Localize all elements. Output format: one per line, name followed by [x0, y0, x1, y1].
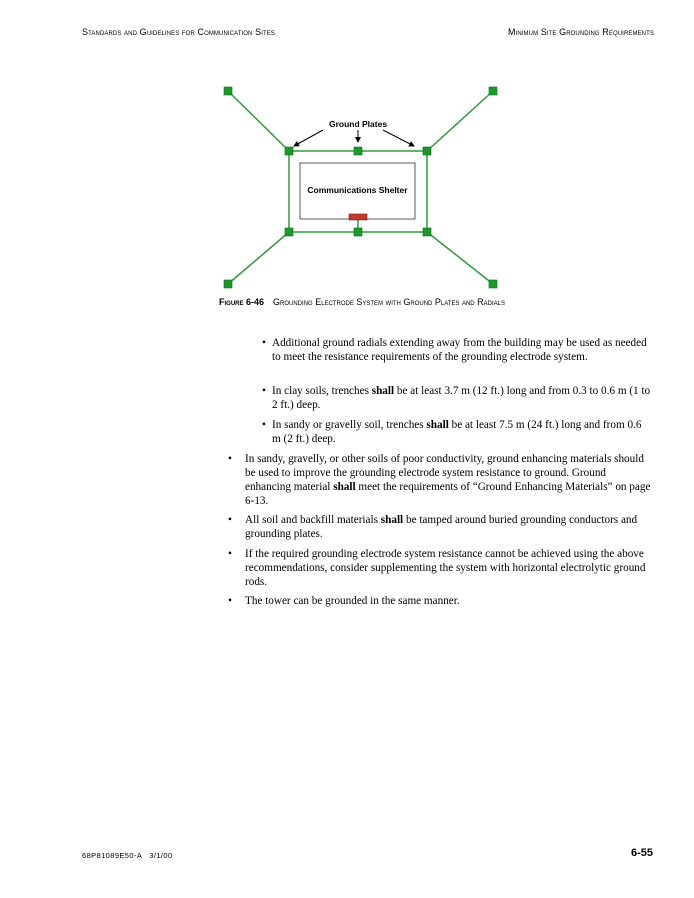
text-run: be tamped around buried grounding conductors and grounding plates.: [245, 514, 638, 540]
emphasis: shall: [380, 514, 404, 526]
bullet-glyph: •: [228, 548, 232, 560]
ground-plate: [423, 228, 431, 236]
bullet-glyph: •: [262, 337, 266, 349]
text-run: If the required grounding electrode system resistance cannot be achieved using the above recommendations, consider supplementing the system with horizontal electrolytic ground rods.: [245, 548, 646, 588]
list-item-text: Additional ground radials extending away from the building may be used as needed to meet the resistance requirements of the grounding electrode system.: [272, 337, 647, 363]
arrow-left: [294, 130, 323, 146]
ground-plate: [489, 87, 497, 95]
shelter-label: Communications Shelter: [307, 185, 408, 195]
text-run: In sandy or gravelly soil, trenches: [272, 419, 427, 431]
figure-title: Grounding Electrode System with Ground Plates and Radials: [273, 297, 505, 307]
ground-plates-label: Ground Plates: [328, 119, 388, 129]
text-run: All soil and backfill materials: [245, 514, 381, 526]
emphasis: shall: [426, 419, 449, 431]
text-run: In clay soils, trenches: [272, 385, 372, 397]
running-header-right-text: Minimum Site Grounding Requirements: [507, 27, 654, 37]
list-item-text: [272, 384, 652, 412]
text-run: In sandy, gravelly, or other soils of poor conductivity, ground enhancing materials should be used to improve the grounding electrode system resistance to ground. Ground enhancing material: [245, 453, 644, 493]
ground-bar: [349, 214, 367, 220]
text-run: be at least 3.7 m (12 ft.) long and from 0.3 to 0.6 m (1 to 2 ft.) deep.: [272, 385, 651, 411]
list-item-text: [245, 452, 654, 508]
radial-bottom-left: [228, 232, 289, 284]
emphasis: shall: [371, 385, 395, 397]
running-header-left-text: Standards and Guidelines for Communication Sites: [82, 27, 275, 37]
radial-bottom-right: [427, 232, 493, 284]
ground-plate: [285, 147, 293, 155]
list-item-text: [272, 418, 652, 446]
page-number: 6-55: [630, 847, 653, 859]
list-item-text: [245, 513, 654, 541]
emphasis: shall: [333, 481, 356, 493]
radial-top-right: [427, 91, 493, 151]
text-run: meet the requirements of “Ground Enhancing Materials” on page 6-13.: [245, 481, 651, 507]
text-run: The tower can be grounded in the same manner.: [245, 595, 460, 607]
ground-plate: [489, 280, 497, 288]
bullet-glyph: •: [262, 385, 266, 397]
list-item-text: [245, 594, 654, 608]
radial-top-left: [228, 91, 289, 151]
text-run: be at least 7.5 m (24 ft.) long and from 0.6 m (2 ft.) deep.: [272, 419, 642, 445]
footer-doc-id: 68P81089E50-A 3/1/00: [82, 851, 173, 860]
figure-number: Figure 6-46: [219, 297, 265, 307]
ground-plate: [224, 87, 232, 95]
ground-plate: [423, 147, 431, 155]
list-item-text: [245, 547, 654, 589]
figure-caption: [219, 297, 505, 307]
bullet-glyph: •: [228, 453, 232, 465]
bullet-glyph: •: [228, 595, 232, 607]
ground-plate: [224, 280, 232, 288]
ground-plate: [354, 147, 362, 155]
grounding-diagram: [0, 0, 694, 320]
bullet-glyph: •: [262, 419, 266, 431]
arrow-right: [383, 130, 414, 146]
ground-plate: [354, 228, 362, 236]
ground-plate: [285, 228, 293, 236]
bullet-glyph: •: [228, 514, 232, 526]
